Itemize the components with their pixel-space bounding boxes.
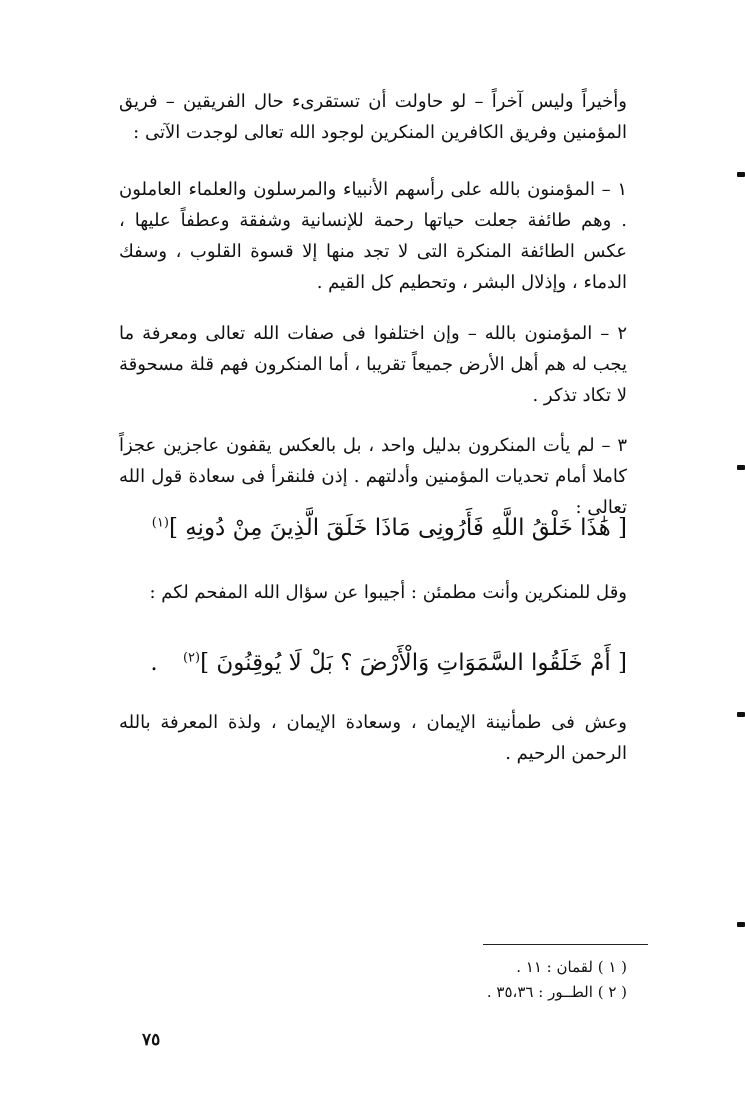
footnote-ref-2: (٢): [182, 650, 201, 666]
footnotes: [427, 955, 627, 1005]
scan-edge-mark: [737, 172, 745, 177]
footnote-2-text: الطــور : ٣٥،٣٦ .: [486, 983, 593, 1001]
verse-2-period: .: [150, 650, 158, 676]
footnote-1-number: ( ١ ): [597, 958, 627, 976]
quran-verse-2: [119, 650, 627, 676]
footnote-ref-1: (١): [151, 515, 169, 531]
scan-edge-mark: [737, 465, 745, 470]
footnote-2: [427, 980, 627, 1005]
point-2-paragraph: ٢ – المؤمنون بالله – وإن اختلفوا فى صفات الله تعالى ومعرفة ما يجب له هم أهل الأرض جميعاً تقريبا ، أما المنكرون فهم قلة مسحوقة لا تكاد تذكر .: [119, 323, 627, 406]
footnote-divider: [483, 944, 648, 945]
footnote-1: [427, 955, 627, 980]
verse-2-text: [ أَمْ خَلَقُوا السَّمَوَاتِ وَالْأَرْضَ ؟ بَلْ لَا يُوقِنُونَ ]: [200, 650, 627, 676]
closing-paragraph: وعش فى طمأنينة الإيمان ، وسعادة الإيمان ، ولذة المعرفة بالله الرحمن الرحيم .: [119, 712, 627, 764]
point-1-paragraph: ١ – المؤمنون بالله على رأسهم الأنبياء والمرسلون والعلماء العاملون . وهم طائفة جعلت حياتها رحمة للإنسانية وشفقة وعطفاً عليها ، عكس الطائفة المنكرة التى لا تجد منها إلا قسوة القلوب ، وسفك الدماء ، وإذلال البشر ، وتحطيم كل القيم .: [119, 179, 627, 293]
footnote-1-text: لقمان : ١١ .: [516, 958, 593, 976]
instruction-paragraph: وقل للمنكرين وأنت مطمئن : أجيبوا عن سؤال الله المفحم لكم :: [149, 582, 627, 603]
quran-verse-1: [119, 515, 627, 541]
footnote-2-number: ( ٢ ): [597, 983, 627, 1001]
verse-1-text: [ هَٰذَا خَلْقُ اللَّهِ فَأَرُونِى مَاذَا خَلَقَ الَّذِينَ مِنْ دُونِهِ ]: [168, 515, 627, 541]
scan-edge-mark: [737, 712, 745, 717]
page-number: ٧٥: [142, 1030, 161, 1050]
intro-paragraph: وأخيراً وليس آخراً – لو حاولت أن تستقرىء حال الفريقين – فريق المؤمنين وفريق الكافرين المنكرين لوجود الله تعالى لوجدت الآتى :: [119, 91, 627, 143]
point-3-paragraph: ٣ – لم يأت المنكرون بدليل واحد ، بل بالعكس يقفون عاجزين عجزاً كاملا أمام تحديات المؤمنين وأدلتهم . إذن فلنقرأ فى سعادة قول الله تعالى :: [119, 435, 627, 518]
scan-edge-mark: [737, 922, 745, 927]
